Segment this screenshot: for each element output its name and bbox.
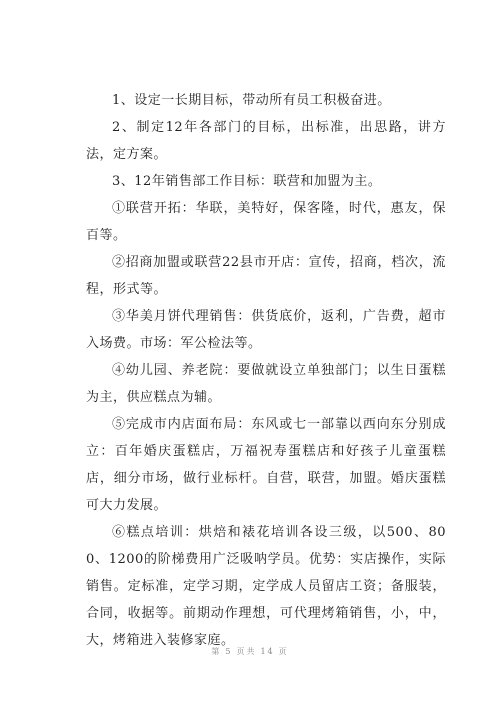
total-pages: 14 — [260, 647, 275, 656]
paragraph-department-goals: 2、制定12年各部门的目标，出标准，出思路，讲方法，定方案。 — [86, 120, 446, 162]
page-suffix: 页 — [278, 647, 289, 656]
document-body — [86, 87, 446, 654]
page-footer — [0, 646, 500, 657]
paragraph-mooncake-agency: ③华美月饼代理销售：供货底价，返利，广告费，超市入场费。市场：军公检法等。 — [86, 309, 446, 351]
paragraph-joint-operation: ①联营开拓：华联，美特好，保客隆，时代，惠友，保百等。 — [86, 201, 446, 243]
page-number: 5 — [225, 647, 233, 656]
paragraph-franchise: ②招商加盟或联营22县市开店：宣传，招商，档次，流程，形式等。 — [86, 255, 446, 297]
paragraph-sales-goal: 3、12年销售部工作目标：联营和加盟为主。 — [112, 174, 382, 189]
paragraph-goal-long-term: 1、设定一长期目标，带动所有员工积极奋进。 — [112, 93, 391, 108]
page-middle: 页共 — [236, 647, 257, 656]
page-prefix: 第 — [211, 647, 222, 656]
paragraph-store-layout: ⑤完成市内店面布局：东风或七一部靠以西向东分别成立：百年婚庆蛋糕店，万福祝寿蛋糕店和好孩子儿童蛋糕店，细分市场，做行业标杆。自营，联营，加盟。婚庆蛋糕可大力发展。 — [86, 417, 446, 513]
paragraph-kindergarten: ④幼儿园、养老院：要做就设立单独部门；以生日蛋糕为主，供应糕点为辅。 — [86, 363, 446, 405]
paragraph-pastry-training: ⑥糕点培训：烘焙和裱花培训各设三级，以500、800、1200的阶梯费用广泛吸呐学员。优势：实店操作，实际销售。定标准，定学习期，定学成人员留店工资；备服装，合同，收据等。前期动作理想，可代理烤箱销售，小，中，大，烤箱进入装修家庭。 — [86, 525, 446, 648]
